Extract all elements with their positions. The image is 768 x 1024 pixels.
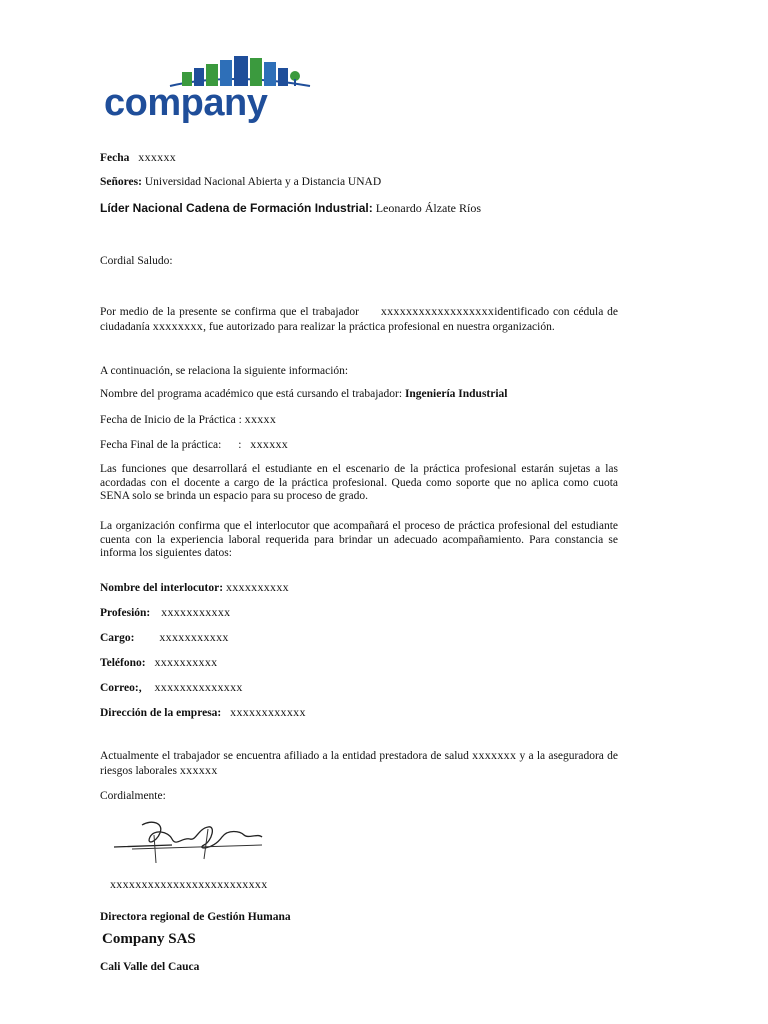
field-row [100, 705, 500, 730]
field-value: xxxxxxxxxx [154, 655, 218, 669]
field-label: Dirección de la empresa: [100, 707, 222, 719]
company-name: Company SAS [102, 931, 196, 947]
closing: Cordialmente: [100, 790, 166, 802]
id-number: xxxxxxxx [152, 318, 204, 333]
field-label: Cargo: [100, 632, 135, 644]
leader-value: Leonardo Álzate Ríos [375, 201, 482, 215]
leader-label: Líder Nacional Cadena de Formación Industrial: [100, 201, 373, 215]
field-value: xxxxxxxxxx [225, 580, 289, 594]
city: Cali Valle del Cauca [100, 961, 200, 973]
eps-value: xxxxxxx [472, 748, 517, 762]
p1-text-c: , fue autorizado para realizar la práctica profesional en nuestra organización. [203, 320, 555, 333]
end-date-value: xxxxxx [250, 437, 289, 451]
end-date-line [100, 437, 288, 452]
arl-value: xxxxxx [179, 762, 218, 777]
date-value: xxxxxx [138, 150, 177, 164]
signer-name: xxxxxxxxxxxxxxxxxxxxxxxxx [110, 877, 268, 891]
greeting: Cordial Saludo: [100, 255, 173, 267]
field-value: xxxxxxxxxxx [159, 630, 229, 644]
date-label: Fecha [100, 152, 130, 164]
program-line [100, 387, 508, 401]
info-intro: A continuación, se relaciona la siguiente información: [100, 365, 349, 377]
signer-role: Directora regional de Gestión Humana [100, 911, 291, 923]
end-date-label: Fecha Final de la práctica: [100, 439, 222, 451]
p4-text-a: Actualmente el trabajador se encuentra afiliado a la entidad prestadora de salud [100, 750, 469, 762]
start-date-value: xxxxx [244, 412, 277, 426]
end-date-colon: : [238, 439, 242, 451]
interlocutor-fields [100, 580, 500, 730]
leader-line [100, 201, 481, 215]
field-value: xxxxxxxxxxxxxx [154, 680, 243, 694]
field-label: Nombre del interlocutor: [100, 582, 224, 594]
worker-name: xxxxxxxxxxxxxxxxxx [380, 304, 495, 318]
field-value: xxxxxxxxxxx [161, 605, 231, 619]
affiliation-paragraph [100, 749, 618, 778]
field-label: Teléfono: [100, 657, 146, 669]
start-date-label: Fecha de Inicio de la Práctica : [100, 414, 242, 426]
functions-paragraph: Las funciones que desarrollará el estudiante en el escenario de la práctica profesional estarán sujetas a las acordadas con el docente a cargo de la práctica profesional. Queda como soporte que no aplica como cuota SENA solo se brinda un espacio para su proceso de grado. [100, 463, 618, 502]
field-row [100, 630, 500, 655]
interlocutor-paragraph: La organización confirma que el interlocutor que acompañará el proceso de práctica profesional del estudiante cuenta con la experiencia laboral requerida para brindar un adecuado acompañamiento. Para constancia se informa los siguientes datos: [100, 520, 618, 559]
field-label: Correo:, [100, 682, 142, 694]
field-row [100, 680, 500, 705]
recipient-value: Universidad Nacional Abierta y a Distancia UNAD [144, 176, 382, 188]
program-value: Ingeniería Industrial [404, 388, 508, 400]
signature [112, 815, 277, 865]
program-label: Nombre del programa académico que está cursando el trabajador: [100, 388, 403, 400]
date-line [100, 150, 176, 165]
field-row [100, 580, 500, 605]
company-logo [100, 52, 316, 132]
field-label: Profesión: [100, 607, 151, 619]
p1-text-b: identificado con cédula de ciudadanía [100, 306, 619, 333]
field-row [100, 655, 500, 680]
p1-text-a: Por medio de la presente se confirma que el trabajador [100, 306, 359, 318]
field-row [100, 605, 500, 630]
confirmation-paragraph [100, 305, 618, 334]
start-date-line [100, 412, 276, 427]
recipient-line [100, 175, 381, 189]
p4-text-b: y a la aseguradora de riesgos laborales [100, 750, 618, 777]
logo-wordmark: company [104, 82, 268, 124]
field-value: xxxxxxxxxxxx [230, 705, 306, 719]
recipient-label: Señores: [100, 176, 142, 188]
